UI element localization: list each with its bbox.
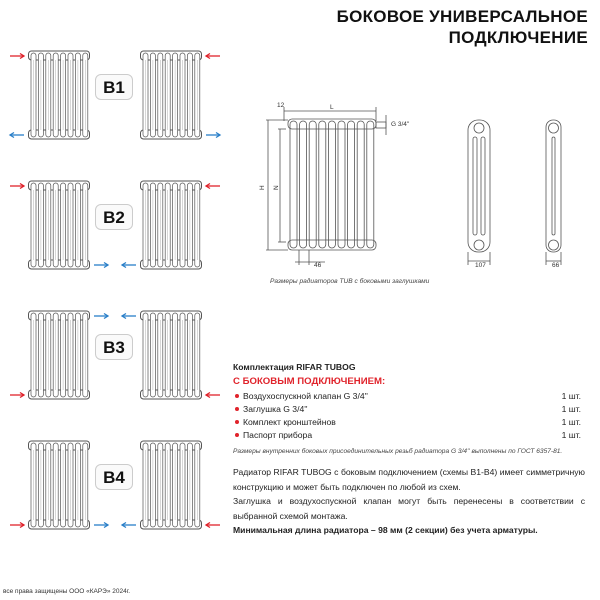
- dimension-drawing: [250, 95, 590, 275]
- description: Радиатор RIFAR TUBOG с боковым подключением (схемы B1-B4) имеет симметричную конструкцию и может быть подключен по любой из схем. Заглушка и воздухоспускной клапан могут быть перенесены в соответствии с выбранной схемой монтажа. Минимальная длина радиатора – 98 мм (2 секции) без учета арматуры.: [233, 467, 585, 536]
- kit-item: Комплект кронштейнов 1 шт.: [233, 417, 585, 430]
- supply-arrow-icon: [10, 184, 24, 189]
- supply-arrow-icon: [10, 54, 24, 59]
- scheme-b3: [0, 298, 230, 408]
- dim-H: H: [259, 185, 266, 190]
- radiator-left: [29, 51, 90, 139]
- scheme-label: B4: [95, 464, 133, 490]
- radiator-left: [29, 441, 90, 529]
- radiator-left: [29, 311, 90, 399]
- kit-heading: Комплектация RIFAR TUBOG: [233, 362, 356, 372]
- scheme-label: B2: [95, 204, 133, 230]
- dim-12: 12: [277, 102, 285, 109]
- dim-107: 107: [475, 262, 486, 269]
- dim-46: 46: [314, 262, 322, 269]
- return-arrow-icon: [10, 133, 24, 138]
- scheme-label: B1: [95, 74, 133, 100]
- kit-item: Паспорт прибора 1 шт.: [233, 430, 585, 443]
- thread-note: Размеры внутренних боковых присоединительных резьб радиатора G 3/4'' выполнены по ГОСТ 6357-81.: [233, 448, 563, 455]
- scheme-b1: [0, 38, 230, 148]
- radiator-right: [141, 181, 202, 269]
- drawing-caption: Размеры радиаторов TUB с боковыми заглушками: [270, 278, 430, 285]
- supply-arrow-icon: [206, 54, 220, 59]
- page-title: БОКОВОЕ УНИВЕРСАЛЬНОЕ ПОДКЛЮЧЕНИЕ: [336, 7, 588, 47]
- return-arrow-icon: [94, 314, 108, 319]
- radiator-right: [141, 311, 202, 399]
- return-arrow-icon: [122, 263, 136, 268]
- radiator-right: [141, 51, 202, 139]
- return-arrow-icon: [122, 523, 136, 528]
- dim-N: N: [273, 185, 280, 190]
- supply-arrow-icon: [206, 393, 220, 398]
- scheme-b2: [0, 168, 230, 278]
- radiator-left: [29, 181, 90, 269]
- return-arrow-icon: [94, 263, 108, 268]
- supply-arrow-icon: [206, 184, 220, 189]
- kit-subheading: С БОКОВЫМ ПОДКЛЮЧЕНИЕМ:: [233, 376, 386, 387]
- scheme-label: B3: [95, 334, 133, 360]
- kit-item: Воздухоспускной клапан G 3/4'' 1 шт.: [233, 391, 585, 404]
- supply-arrow-icon: [10, 523, 24, 528]
- kit-item: Заглушка G 3/4'' 1 шт.: [233, 404, 585, 417]
- radiator-right: [141, 441, 202, 529]
- return-arrow-icon: [122, 314, 136, 319]
- dim-66: 66: [552, 262, 560, 269]
- dim-L: L: [330, 104, 334, 111]
- copyright: все права защищены ООО «КАРЭ» 2024г.: [3, 588, 131, 595]
- thread-label: G 3/4'': [391, 121, 410, 128]
- supply-arrow-icon: [206, 523, 220, 528]
- supply-arrow-icon: [10, 393, 24, 398]
- scheme-b4: [0, 428, 230, 538]
- return-arrow-icon: [94, 523, 108, 528]
- return-arrow-icon: [206, 133, 220, 138]
- kit-list: [233, 362, 585, 443]
